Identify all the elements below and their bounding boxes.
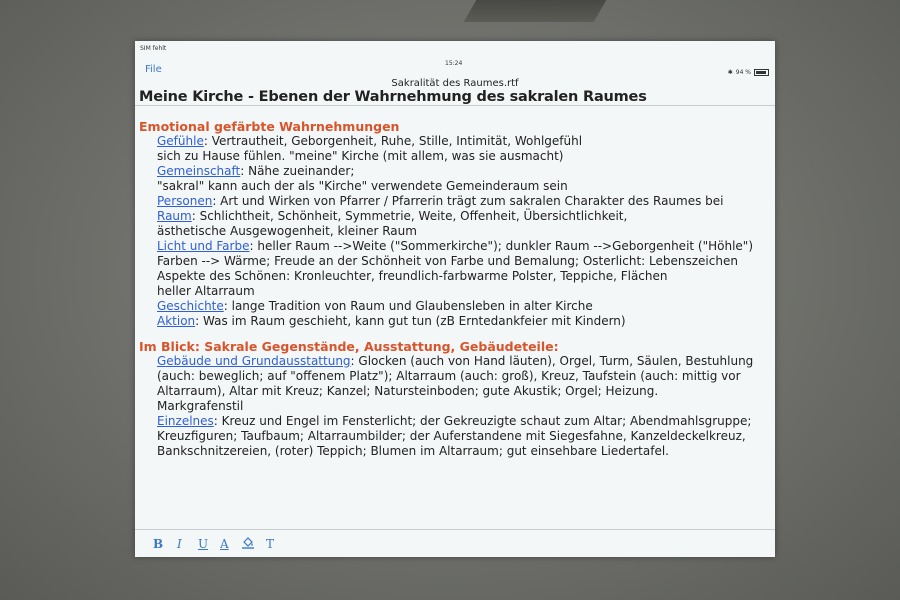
- text-style-button[interactable]: T: [266, 537, 275, 551]
- term-link[interactable]: Raum: [157, 209, 192, 223]
- bold-button[interactable]: B: [153, 537, 164, 551]
- section-im-blick: [139, 339, 771, 459]
- battery-percent: 94 %: [735, 69, 751, 76]
- fill-color-icon[interactable]: [241, 535, 255, 552]
- entry-text: : lange Tradition von Raum und Glaubensleben in alter Kirche: [223, 299, 593, 313]
- clock: 15:24: [445, 60, 463, 67]
- entry-text: : Glocken (auch von Hand läuten), Orgel, Turm, Säulen, Bestuhlung (auch: beweglich; auf "offenem Platz"); Altarraum (auch: groß), Kreuz, Taufstein (auch: mittig vor Altarraum), Altar mit Kreuz; Kanzel; Natursteinboden; gute Akustik; Orgel; Heizung. Markgrafenstil: [157, 354, 754, 413]
- wall-shadow: [464, 0, 607, 22]
- entry-text: : Art und Wirken von Pfarrer / Pfarrerin trägt zum sakralen Charakter des Raumes bei: [212, 194, 724, 208]
- document-title: Sakralität des Raumes.rtf: [391, 78, 519, 89]
- term-link[interactable]: Personen: [157, 194, 213, 208]
- entry-raum: [157, 209, 771, 239]
- text-color-button[interactable]: A: [220, 537, 229, 551]
- section-gap: [139, 329, 771, 339]
- section-emotional: [139, 119, 771, 329]
- term-link[interactable]: Gefühle: [157, 134, 204, 148]
- entry-text: : Was im Raum geschieht, kann gut tun (zB Erntedankfeier mit Kindern): [195, 314, 626, 328]
- tablet-screen: [135, 41, 775, 557]
- paint-bucket-icon: [241, 535, 255, 549]
- entry-aktion: [157, 314, 771, 329]
- underline-button[interactable]: U: [198, 537, 209, 551]
- entry-gemeinschaft: [157, 164, 771, 194]
- format-toolbar: [135, 529, 775, 557]
- document-body[interactable]: [139, 90, 771, 510]
- entry-einzelnes: [157, 414, 771, 459]
- term-link[interactable]: Geschichte: [157, 299, 224, 313]
- carrier-text: SIM fehlt: [140, 45, 167, 52]
- term-link[interactable]: Gebäude und Grundausstattung: [157, 354, 351, 368]
- entry-gebaeude: [157, 354, 771, 414]
- section-title: Im Blick: Sakrale Gegenstände, Ausstattung, Gebäudeteile:: [139, 339, 559, 354]
- document-heading: Meine Kirche - Ebenen der Wahrnehmung des sakralen Raumes: [139, 89, 647, 105]
- file-button[interactable]: File: [145, 64, 162, 75]
- entry-licht-und-farbe: [157, 239, 771, 299]
- italic-button[interactable]: I: [177, 537, 182, 551]
- section-title: Emotional gefärbte Wahrnehmungen: [139, 119, 400, 134]
- entry-text: : Kreuz und Engel im Fensterlicht; der Gekreuzigte schaut zum Altar; Abendmahlsgruppe; Kreuzfiguren; Taufbaum; Altarraumbilder; der Auferstandene mit Siegesfahne, Kanzeldeckelkreuz, Bankschnitzereien, (roter) Teppich; Blumen im Altarraum; gut einsehbare Liedertafel.: [157, 414, 752, 458]
- entry-text: : Nähe zueinander; "sakral" kann auch der als "Kirche" verwendete Gemeinderaum sein: [157, 164, 568, 193]
- term-link[interactable]: Licht und Farbe: [157, 239, 250, 253]
- bluetooth-icon: ✱: [727, 69, 733, 76]
- entry-gefuehle: [157, 134, 771, 164]
- entry-text: : Vertrautheit, Geborgenheit, Ruhe, Stille, Intimität, Wohlgefühl sich zu Hause fühlen. "meine" Kirche (mit allem, was sie ausmacht): [157, 134, 583, 163]
- term-link[interactable]: Einzelnes: [157, 414, 214, 428]
- entry-geschichte: [157, 299, 771, 314]
- term-link[interactable]: Gemeinschaft: [157, 164, 241, 178]
- entry-text: : heller Raum -->Weite ("Sommerkirche"); dunkler Raum -->Geborgenheit ("Höhle") Farben --> Wärme; Freude an der Schönheit von Farbe und Bemalung; Osterlicht: Lebenszeichen Aspekte des Schönen: Kronleuchter, freundlich-farbwarme Polster, Teppiche, Flächen heller Altarraum: [157, 239, 754, 298]
- entry-personen: [157, 194, 771, 209]
- entry-text: : Schlichtheit, Schönheit, Symmetrie, Weite, Offenheit, Übersichtlichkeit, ästhetische Ausgewogenheit, kleiner Raum: [157, 209, 628, 238]
- term-link[interactable]: Aktion: [157, 314, 196, 328]
